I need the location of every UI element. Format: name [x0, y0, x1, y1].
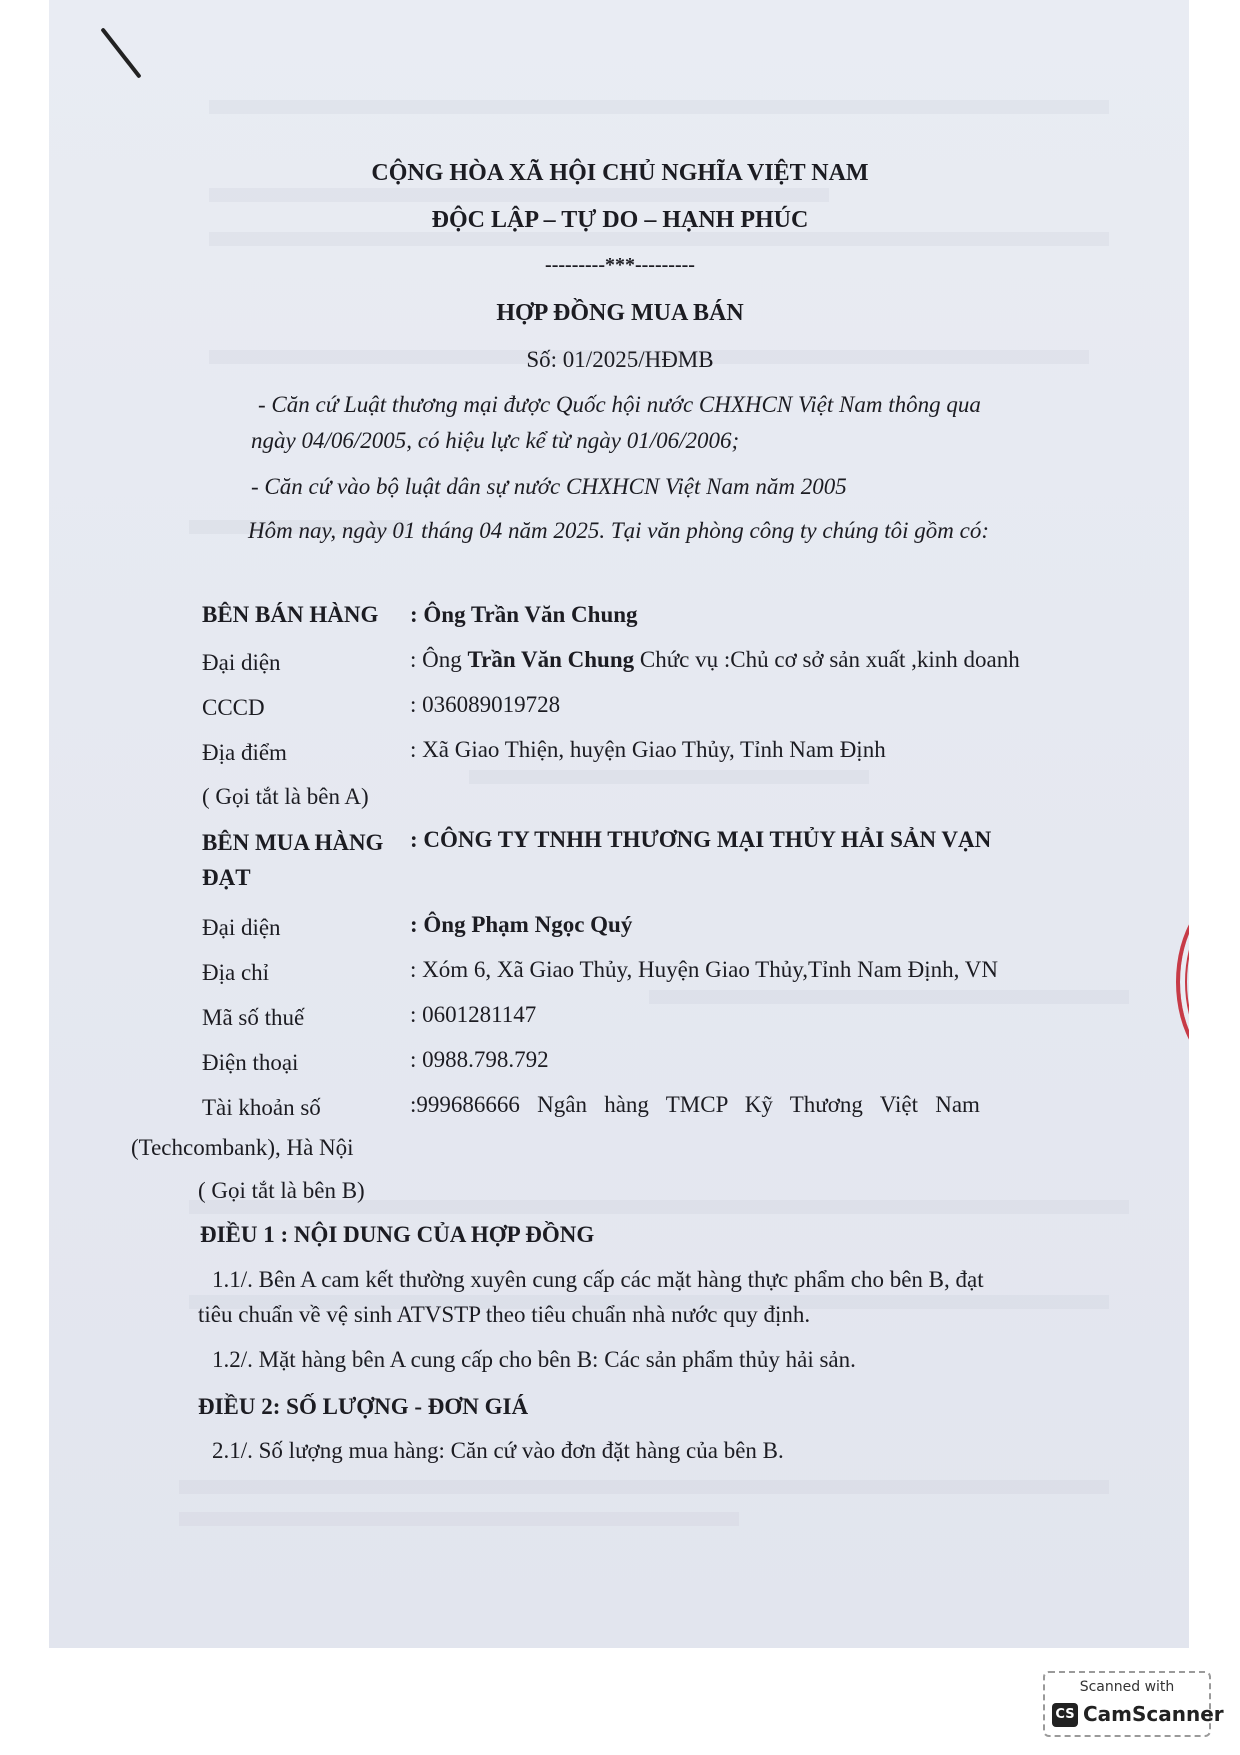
- buyer-address-value: : Xóm 6, Xã Giao Thủy, Huyện Giao Thủy,Tỉnh Nam Định, VN: [410, 957, 998, 982]
- buyer-phone-label: Điện thoại: [202, 1050, 299, 1075]
- buyer-heading-label: BÊN MUA HÀNG: [202, 830, 384, 855]
- seller-rep-name: Trần Văn Chung: [467, 647, 635, 672]
- republic-heading: CỘNG HÒA XÃ HỘI CHỦ NGHĨA VIỆT NAM: [371, 160, 869, 186]
- seller-address-label: Địa điểm: [202, 740, 287, 765]
- seller-id-label: CCCD: [202, 695, 265, 720]
- buyer-phone-value: : 0988.798.792: [410, 1047, 549, 1072]
- camscanner-brand: CamScanner: [1083, 1702, 1224, 1726]
- buyer-tax-label: Mã số thuế: [202, 1005, 305, 1030]
- seller-rep-position: Chức vụ :Chủ cơ sở sản xuất ,kinh doanh: [639, 647, 1020, 672]
- article-2-clause-1: 2.1/. Số lượng mua hàng: Căn cứ vào đơn đặt hàng của bên B.: [212, 1438, 784, 1463]
- seller-heading-label: BÊN BÁN HÀNG: [202, 602, 379, 627]
- article-2-heading: ĐIỀU 2: SỐ LƯỢNG - ĐƠN GIÁ: [198, 1394, 529, 1419]
- buyer-account-value: :999686666 Ngân hàng TMCP Kỹ Thương Việt Nam: [410, 1092, 980, 1117]
- article-1-clause-1-line-1: 1.1/. Bên A cam kết thường xuyên cung cấp các mặt hàng thực phẩm cho bên B, đạt: [212, 1267, 984, 1292]
- legal-basis-1-line-1: - Căn cứ Luật thương mại được Quốc hội nước CHXHCN Việt Nam thông qua: [258, 392, 981, 417]
- meeting-statement: Hôm nay, ngày 01 tháng 04 năm 2025. Tại văn phòng công ty chúng tôi gồm có:: [248, 518, 990, 543]
- red-seal-stamp: [1176, 890, 1189, 1074]
- buyer-heading-value: : CÔNG TY TNHH THƯƠNG MẠI THỦY HẢI SẢN VẠN: [410, 827, 992, 852]
- camscanner-logo-icon: CS: [1052, 1703, 1078, 1727]
- motto-heading: ĐỘC LẬP – TỰ DO – HẠNH PHÚC: [431, 207, 809, 233]
- camscanner-watermark: [1043, 1671, 1224, 1737]
- header-divider: ---------***---------: [545, 254, 695, 276]
- seller-address-value: : Xã Giao Thiện, huyện Giao Thủy, Tỉnh Nam Định: [410, 737, 886, 762]
- buyer-rep-value: : Ông Phạm Ngọc Quý: [410, 912, 633, 937]
- contract-number: Số: 01/2025/HĐMB: [526, 347, 714, 372]
- seller-heading-value: : Ông Trần Văn Chung: [410, 602, 638, 627]
- scanned-with-text: Scanned with: [1079, 1679, 1175, 1695]
- seller-rep-line: [410, 645, 1020, 675]
- contract-title: HỢP ĐỒNG MUA BÁN: [496, 300, 744, 326]
- buyer-account-cont: (Techcombank), Hà Nội: [131, 1135, 354, 1160]
- article-1-heading: ĐIỀU 1 : NỘI DUNG CỦA HỢP ĐỒNG: [200, 1222, 595, 1247]
- seller-alias: ( Gọi tắt là bên A): [202, 784, 369, 809]
- legal-basis-1-line-2: ngày 04/06/2005, có hiệu lực kể từ ngày 01/06/2006;: [251, 428, 740, 453]
- seller-rep-label: Đại diện: [202, 650, 281, 675]
- article-1-clause-2: 1.2/. Mặt hàng bên A cung cấp cho bên B: Các sản phẩm thủy hải sản.: [212, 1347, 856, 1372]
- buyer-address-label: Địa chỉ: [202, 960, 270, 985]
- seller-rep-prefix: : Ông: [410, 647, 462, 672]
- buyer-alias: ( Gọi tắt là bên B): [198, 1178, 365, 1203]
- pen-mark: [100, 27, 141, 78]
- seller-id-value: : 036089019728: [410, 692, 561, 717]
- buyer-account-label: Tài khoản số: [202, 1095, 321, 1120]
- buyer-rep-label: Đại diện: [202, 915, 281, 940]
- article-1-clause-1-line-2: tiêu chuẩn về vệ sinh ATVSTP theo tiêu chuẩn nhà nước quy định.: [198, 1302, 811, 1327]
- buyer-heading-cont: ĐẠT: [202, 865, 251, 890]
- buyer-tax-value: : 0601281147: [410, 1002, 537, 1027]
- legal-basis-2: - Căn cứ vào bộ luật dân sự nước CHXHCN Việt Nam năm 2005: [251, 474, 847, 499]
